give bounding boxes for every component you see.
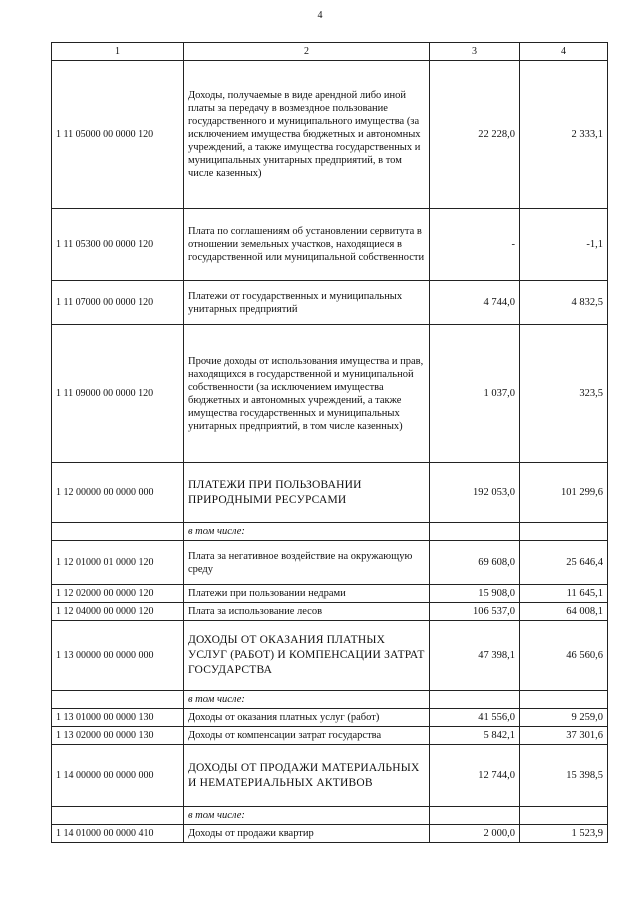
row-col3-value: 69 608,0	[430, 541, 520, 585]
row-col3-value: -	[430, 209, 520, 281]
row-code	[52, 691, 184, 709]
row-code: 1 13 00000 00 0000 000	[52, 621, 184, 691]
row-col3-value: 5 842,1	[430, 727, 520, 745]
row-col3-value	[430, 523, 520, 541]
table-row	[52, 745, 608, 807]
row-code: 1 11 05000 00 0000 120	[52, 61, 184, 209]
row-code: 1 14 00000 00 0000 000	[52, 745, 184, 807]
row-col3-value	[430, 807, 520, 825]
row-col4-value	[520, 523, 608, 541]
row-name: в том числе:	[184, 523, 430, 541]
row-col3-value: 47 398,1	[430, 621, 520, 691]
row-name: Платежи при пользовании недрами	[184, 585, 430, 603]
row-code	[52, 523, 184, 541]
row-code	[52, 807, 184, 825]
table-row	[52, 325, 608, 463]
table-subheader-row	[52, 807, 608, 825]
column-header-3: 3	[430, 43, 520, 61]
row-name: Доходы от продажи квартир	[184, 825, 430, 843]
row-name: Плата по соглашениям об установлении сервитута в отношении земельных участков, находящиеся в государственной или муниципальной собственности	[184, 209, 430, 281]
row-code: 1 12 04000 00 0000 120	[52, 603, 184, 621]
row-col4-value: 25 646,4	[520, 541, 608, 585]
row-col4-value: 11 645,1	[520, 585, 608, 603]
row-col4-value	[520, 691, 608, 709]
row-col4-value: 2 333,1	[520, 61, 608, 209]
row-name: Платежи от государственных и муниципальных унитарных предприятий	[184, 281, 430, 325]
row-col3-value: 22 228,0	[430, 61, 520, 209]
row-code: 1 14 01000 00 0000 410	[52, 825, 184, 843]
row-code: 1 13 01000 00 0000 130	[52, 709, 184, 727]
row-name: Доходы от компенсации затрат государства	[184, 727, 430, 745]
row-name: Плата за негативное воздействие на окружающую среду	[184, 541, 430, 585]
table-row	[52, 727, 608, 745]
row-col4-value: 9 259,0	[520, 709, 608, 727]
table-row	[52, 585, 608, 603]
row-col3-value: 15 908,0	[430, 585, 520, 603]
page-number: 4	[317, 10, 323, 21]
column-header-2: 2	[184, 43, 430, 61]
row-name: в том числе:	[184, 807, 430, 825]
row-col4-value: 46 560,6	[520, 621, 608, 691]
row-name: ДОХОДЫ ОТ ОКАЗАНИЯ ПЛАТНЫХ УСЛУГ (РАБОТ) И КОМПЕНСАЦИИ ЗАТРАТ ГОСУДАРСТВА	[184, 621, 430, 691]
row-col3-value: 106 537,0	[430, 603, 520, 621]
table-row	[52, 621, 608, 691]
row-name: ДОХОДЫ ОТ ПРОДАЖИ МАТЕРИАЛЬНЫХ И НЕМАТЕРИАЛЬНЫХ АКТИВОВ	[184, 745, 430, 807]
table-subheader-row	[52, 691, 608, 709]
row-col3-value: 41 556,0	[430, 709, 520, 727]
table-row	[52, 709, 608, 727]
table-row	[52, 209, 608, 281]
row-code: 1 12 01000 01 0000 120	[52, 541, 184, 585]
row-col4-value: 323,5	[520, 325, 608, 463]
table-row	[52, 61, 608, 209]
table-row	[52, 825, 608, 843]
row-col3-value	[430, 691, 520, 709]
row-col3-value: 192 053,0	[430, 463, 520, 523]
row-code: 1 11 07000 00 0000 120	[52, 281, 184, 325]
row-name: в том числе:	[184, 691, 430, 709]
row-col4-value: -1,1	[520, 209, 608, 281]
revenue-table	[51, 42, 608, 843]
column-header-1: 1	[52, 43, 184, 61]
row-code: 1 12 00000 00 0000 000	[52, 463, 184, 523]
row-name: Плата за использование лесов	[184, 603, 430, 621]
row-col3-value: 12 744,0	[430, 745, 520, 807]
row-col3-value: 4 744,0	[430, 281, 520, 325]
row-col4-value: 64 008,1	[520, 603, 608, 621]
row-code: 1 13 02000 00 0000 130	[52, 727, 184, 745]
row-col4-value: 15 398,5	[520, 745, 608, 807]
table-header-row	[52, 43, 608, 61]
table-row	[52, 463, 608, 523]
table-row	[52, 603, 608, 621]
row-code: 1 11 09000 00 0000 120	[52, 325, 184, 463]
row-col3-value: 1 037,0	[430, 325, 520, 463]
table-row	[52, 281, 608, 325]
row-name: Прочие доходы от использования имущества и прав, находящихся в государственной и муниципальной собственности (за исключением имущества бюджетных и автономных учреждений, а также имущества государственных и муниципальных унитарных предприятий, в том числе казенных)	[184, 325, 430, 463]
row-col4-value	[520, 807, 608, 825]
row-col3-value: 2 000,0	[430, 825, 520, 843]
row-code: 1 12 02000 00 0000 120	[52, 585, 184, 603]
row-col4-value: 37 301,6	[520, 727, 608, 745]
row-name: Доходы от оказания платных услуг (работ)	[184, 709, 430, 727]
row-name: ПЛАТЕЖИ ПРИ ПОЛЬЗОВАНИИ ПРИРОДНЫМИ РЕСУРСАМИ	[184, 463, 430, 523]
row-code: 1 11 05300 00 0000 120	[52, 209, 184, 281]
row-col4-value: 4 832,5	[520, 281, 608, 325]
column-header-4: 4	[520, 43, 608, 61]
row-col4-value: 101 299,6	[520, 463, 608, 523]
table-row	[52, 541, 608, 585]
row-col4-value: 1 523,9	[520, 825, 608, 843]
table-subheader-row	[52, 523, 608, 541]
row-name: Доходы, получаемые в виде арендной либо иной платы за передачу в возмездное пользование государственного и муниципального имущества (за исключением имущества бюджетных и автономных учреждений, а также имущества государственных и муниципальных унитарных предприятий, в том числе казенных)	[184, 61, 430, 209]
